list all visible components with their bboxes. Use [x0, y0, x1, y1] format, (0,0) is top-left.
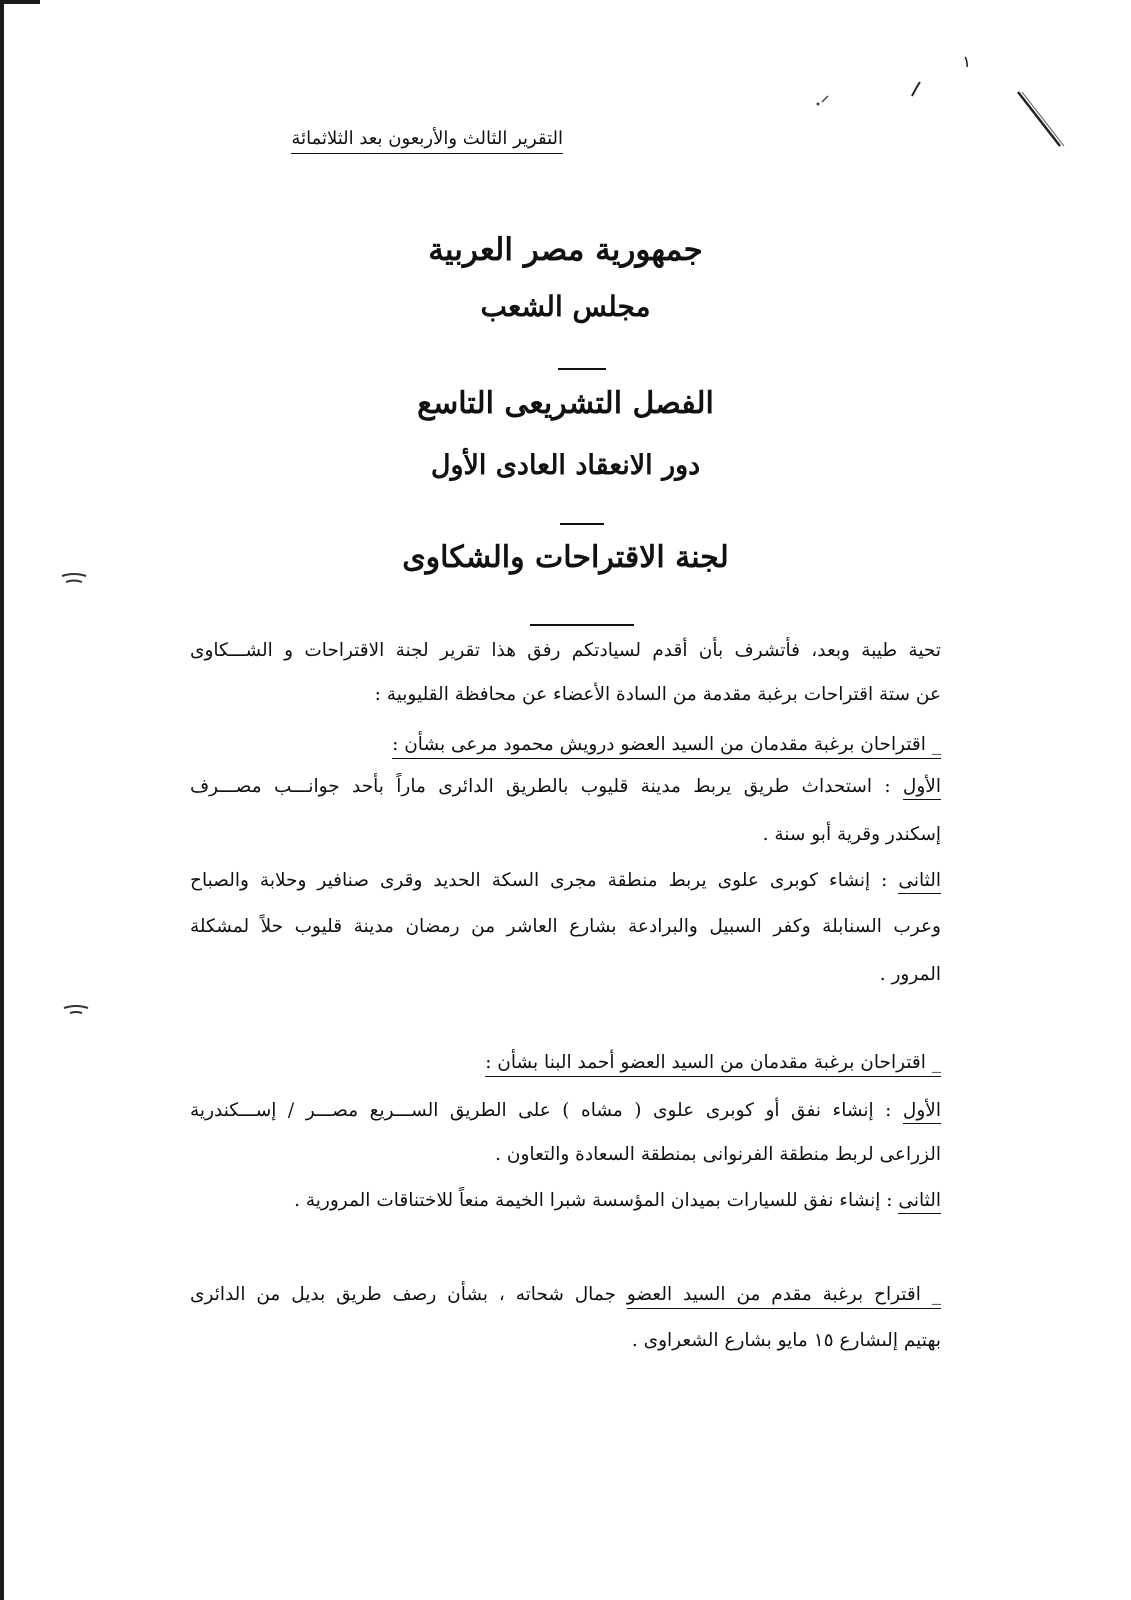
scan-stroke-mark: [1010, 86, 1070, 156]
intro-line: عن ستة اقتراحات برغبة مقدمة من السادة الأعضاء عن محافظة القليوبية :: [374, 684, 941, 705]
punch-hole-mark-bottom: [62, 1000, 92, 1020]
session-title: دور الانعقاد العادى الأول: [430, 450, 701, 481]
item-text: : إنشاء نفق للسيارات بميدان المؤسسة شبرا الخيمة منعاً للاختناقات المرورية .: [294, 1190, 899, 1211]
divider: [558, 368, 606, 370]
legislative-term: الفصل التشريعى التاسع: [417, 386, 714, 421]
item-text: : إنشاء نفق أو كوبرى علوى ( مشاه ) على الطريق الســـريع مصـــر / إســـكندرية: [190, 1100, 903, 1121]
heading-text: _ اقتراح برغبة مقدم من السيد العضو: [627, 1284, 941, 1309]
scan-edge-top: [0, 0, 40, 4]
proposal-item: [190, 772, 941, 802]
intro-line: تحية طيبة وبعد، فأتشرف بأن أقدم لسيادتكم رفق هذا تقرير لجنة الاقتراحات و الشـــكاوى: [190, 640, 941, 661]
item-label: الثانى: [898, 870, 941, 894]
divider: [530, 624, 634, 626]
proposal-item-continuation: الزراعى لربط منطقة الفرنوانى بمنطقة السعادة والتعاون .: [495, 1144, 941, 1165]
scan-pen-marks: [810, 76, 930, 116]
proposal-item-continuation: المرور .: [879, 964, 941, 985]
proposal-group-heading: [392, 730, 941, 760]
item-label: الأول: [903, 1100, 941, 1124]
item-text: : إنشاء كوبرى علوى يربط منطقة مجرى السكة الحديد وقرى صنافير وحلابة والصباح: [190, 870, 899, 891]
report-reference: التقرير الثالث والأربعون بعد الثلاثمائة: [291, 128, 563, 154]
proposal-item-continuation: وعرب السنابلة وكفر السبيل والبرادعة بشارع العاشر من رمضان مدينة قليوب حلاً لمشكلة: [190, 916, 941, 937]
proposal-group-heading: [190, 1280, 941, 1310]
heading-text: _ اقتراحان برغبة مقدمان من السيد العضو درويش محمود مرعى بشأن :: [392, 734, 941, 759]
item-text: : استحداث طريق يربط مدينة قليوب بالطريق الدائرى ماراً بأحد جوانـــب مصـــرف: [190, 776, 903, 797]
proposal-item-continuation: إسكندر وقرية أبو سنة .: [762, 824, 941, 845]
page-number: ١: [962, 52, 971, 71]
assembly-title: مجلس الشعب: [480, 290, 651, 323]
republic-title: جمهورية مصر العربية: [428, 232, 703, 268]
heading-text: _ اقتراحان برغبة مقدمان من السيد العضو أحمد البنا بشأن :: [485, 1052, 941, 1077]
item-label: الأول: [903, 776, 941, 800]
committee-title: لجنة الاقتراحات والشكاوى: [402, 540, 729, 575]
proposal-group-heading: [485, 1048, 941, 1078]
divider: [560, 523, 604, 525]
proposal-item: [190, 1186, 941, 1216]
proposal-item: [190, 866, 941, 896]
proposal-item: [190, 1096, 941, 1126]
proposal-item-continuation: بهتيم إلىشارع ١٥ مايو بشارع الشعراوى .: [631, 1330, 941, 1351]
item-label: الثانى: [898, 1190, 941, 1214]
heading-text-rest: جمال شحاته ، بشأن رصف طريق بديل من الدائرى: [190, 1284, 627, 1305]
